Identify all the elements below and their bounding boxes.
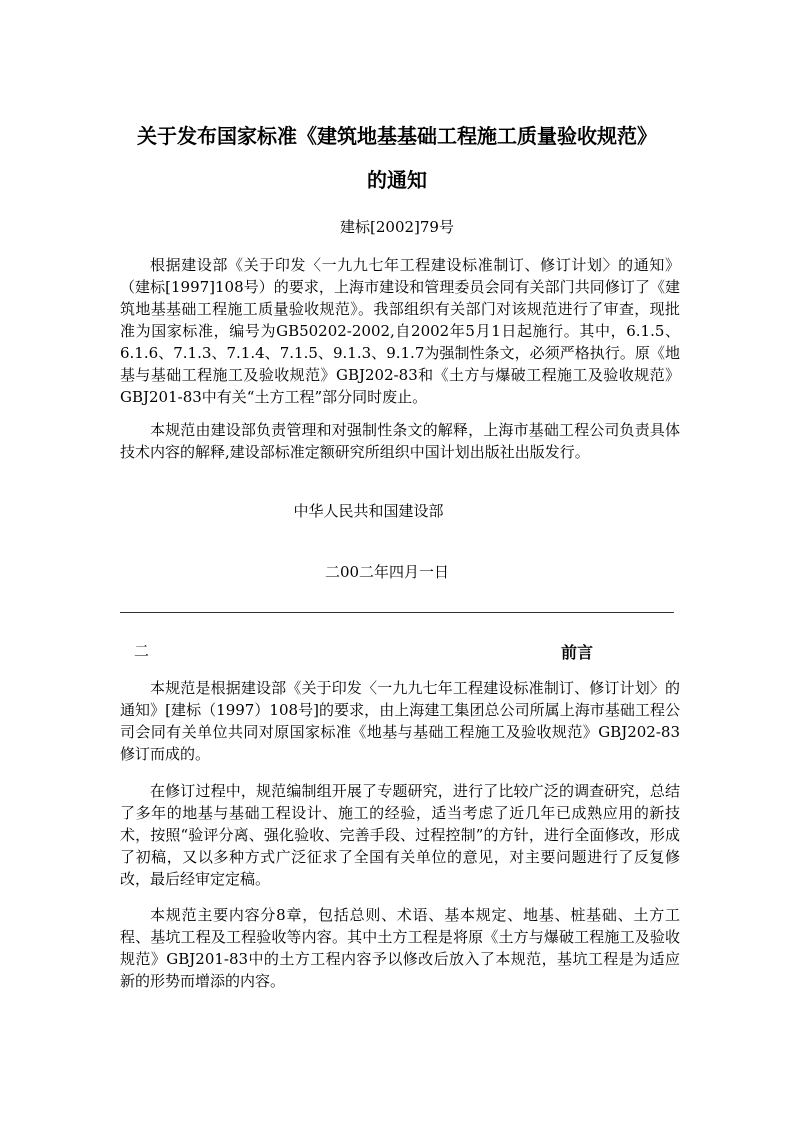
document-number: 建标[2002]79号 [340, 218, 454, 236]
notice-paragraph-2: 本规范由建设部负责管理和对强制性条文的解释，上海市基础工程公司负责具体技术内容的解释,建设部标准定额研究所组织中国计划出版社出版发行。 [120, 421, 680, 461]
section-divider [120, 612, 674, 613]
preface-paragraph-3: 本规范主要内容分8章，包括总则、术语、基本规定、地基、桩基础、土方工程、基坑工程及工程验收等内容。其中土方工程是将原《土方与爆破工程施工及验收规范》GBJ201-83中的土方工程内容予以修改后放入了本规范，基坑工程是为适应新的形势而增添的内容。 [120, 906, 680, 990]
section-number: 二 [134, 642, 150, 660]
notice-paragraph-1: 根据建设部《关于印发〈一九九七年工程建设标准制订、修订计划〉的通知》（建标[1997]108号）的要求，上海市建设和管理委员会同有关部门共同修订了《建筑地基基础工程施工质量验收规范》。我部组织有关部门对该规范进行了审查，现批准为国家标准，编号为GB50202-2002,自2002年5月1日起施行。其中，6.1.5、6.1.6、7.1.3、7.1.4、7.1.5、9.1.3、9.1.7为强制性条文，必须严格执行。原《地基与基础工程施工及验收规范》GBJ202-83和《土方与爆破工程施工及验收规范》GBJ201-83中有关“土方工程”部分同时废止。 [120, 256, 680, 406]
section-title: 前言 [561, 643, 594, 662]
issuer-name: 中华人民共和国建设部 [293, 502, 444, 520]
notice-title-line1: 关于发布国家标准《建筑地基基础工程施工质量验收规范》 [137, 124, 657, 148]
issue-date: 二00二年四月一日 [324, 563, 450, 581]
preface-paragraph-1: 本规范是根据建设部《关于印发〈一九九七年工程建设标准制订、修订计划〉的通知》[建标（1997）108号]的要求，由上海建工集团总公司所属上海市基础工程公司会同有关单位共同对原国家标准《地基与基础工程施工及验收规范》GBJ202-83修订而成的。 [120, 679, 680, 763]
notice-title-line2: 的通知 [367, 168, 427, 192]
preface-paragraph-2: 在修订过程中，规范编制组开展了专题研究，进行了比较广泛的调查研究，总结了多年的地基与基础工程设计、施工的经验，适当考虑了近几年已成熟应用的新技术，按照“验评分离、强化验收、完善手段、过程控制”的方针，进行全面修改，形成了初稿，又以多种方式广泛征求了全国有关单位的意见，对主要问题进行了反复修改，最后经审定定稿。 [120, 782, 680, 888]
